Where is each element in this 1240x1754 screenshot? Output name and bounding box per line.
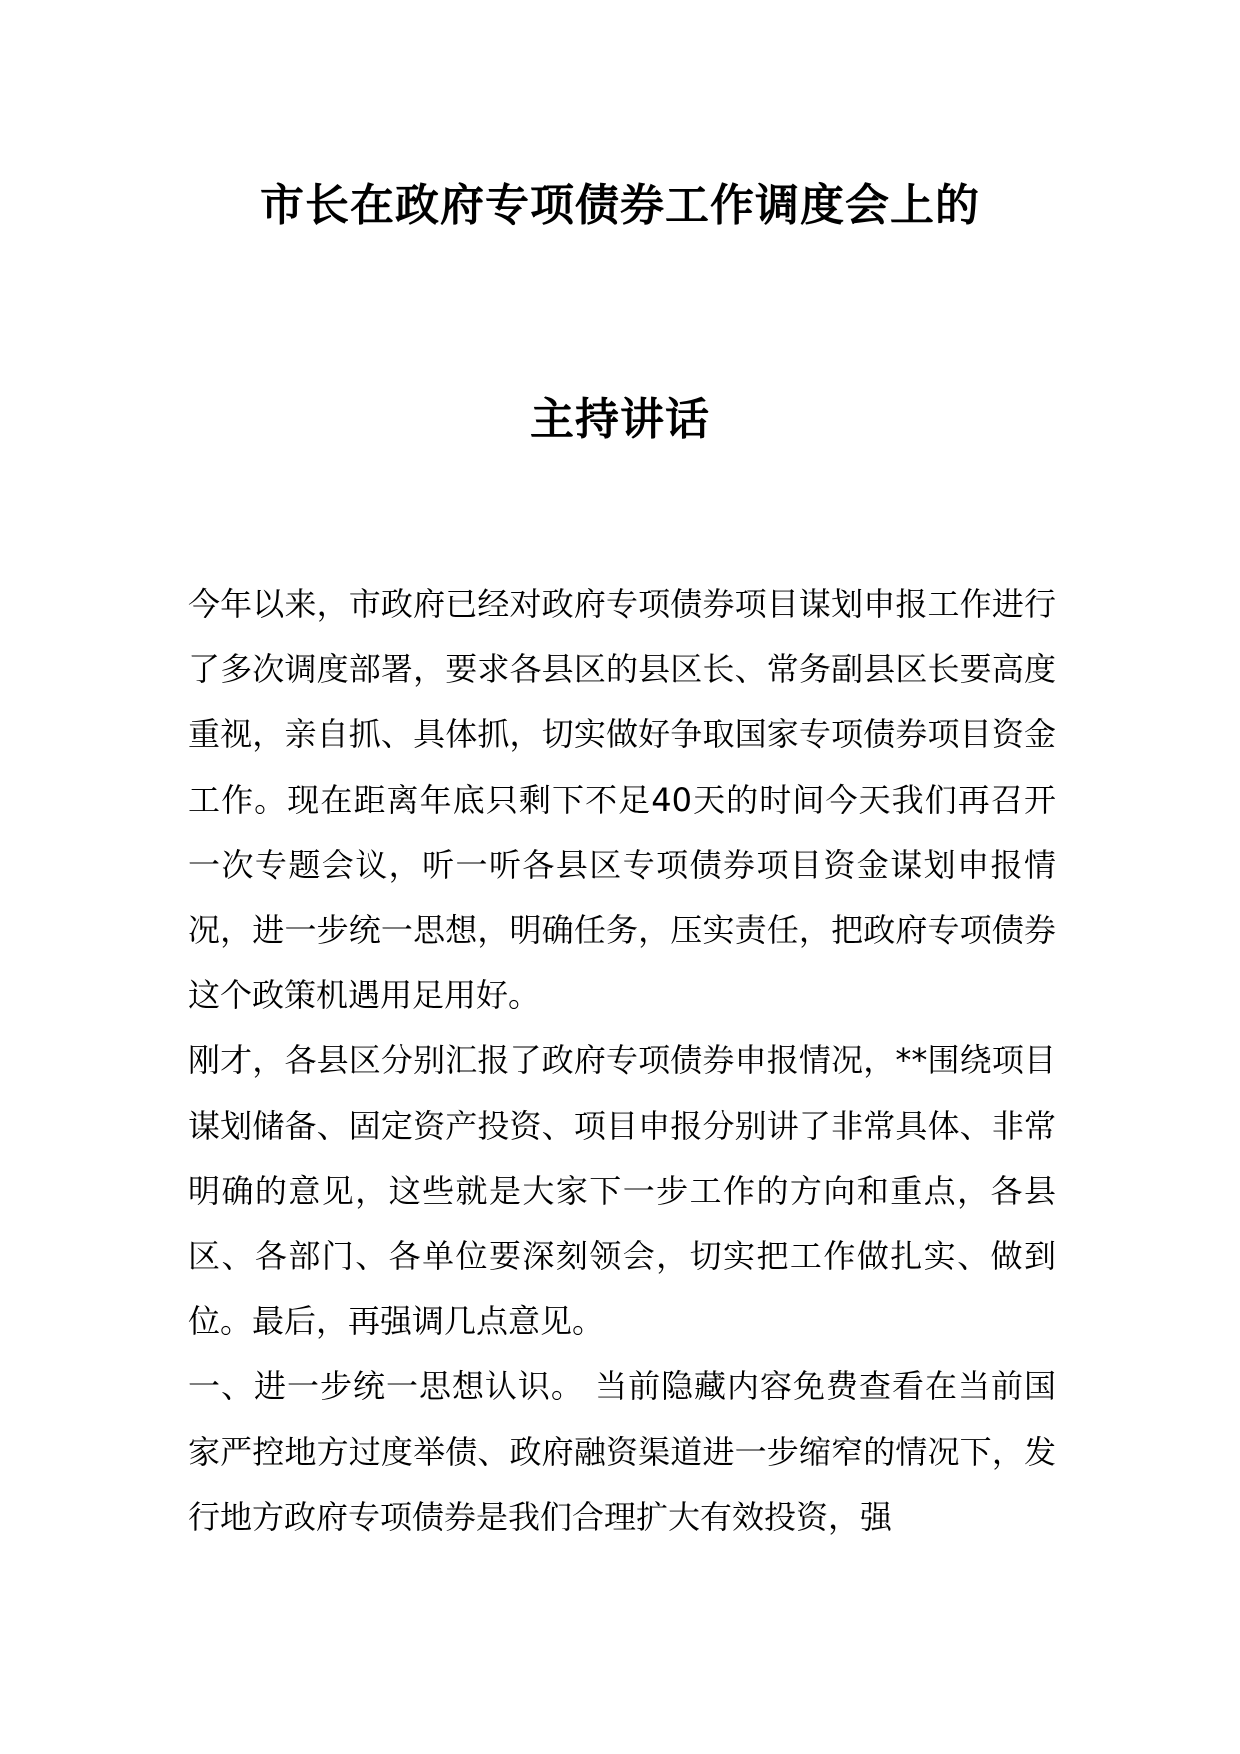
document-title-line-1: 市长在政府专项债券工作调度会上的 (260, 180, 980, 231)
document-title-line-2: 主持讲话 (530, 394, 710, 445)
paragraph-1: 今年以来，市政府已经对政府专项债券项目谋划申报工作进行了多次调度部署，要求各县区的县区长、常务副县区长要高度重视，亲自抓、具体抓，切实做好争取国家专项债券项目资金工作。现在距离年底只剩下不足40天的时间今天我们再召开一次专题会议，听一听各县区专项债券项目资金谋划申报情况，进一步统一思想，明确任务，压实责任，把政府专项债券这个政策机遇用足用好。 (188, 585, 1056, 1015)
paragraph-3: 一、进一步统一思想认识。 当前隐藏内容免费查看在当前国家严控地方过度举债、政府融资渠道进一步缩窄的情况下，发行地方政府专项债券是我们合理扩大有效投资，强 (188, 1367, 1056, 1536)
paragraph-2: 刚才，各县区分别汇报了政府专项债券申报情况，**围绕项目谋划储备、固定资产投资、项目申报分别讲了非常具体、非常明确的意见，这些就是大家下一步工作的方向和重点，各县区、各部门、各单位要深刻领会，切实把工作做扎实、做到位。最后，再强调几点意见。 (188, 1041, 1056, 1341)
document-body (188, 572, 1056, 1550)
